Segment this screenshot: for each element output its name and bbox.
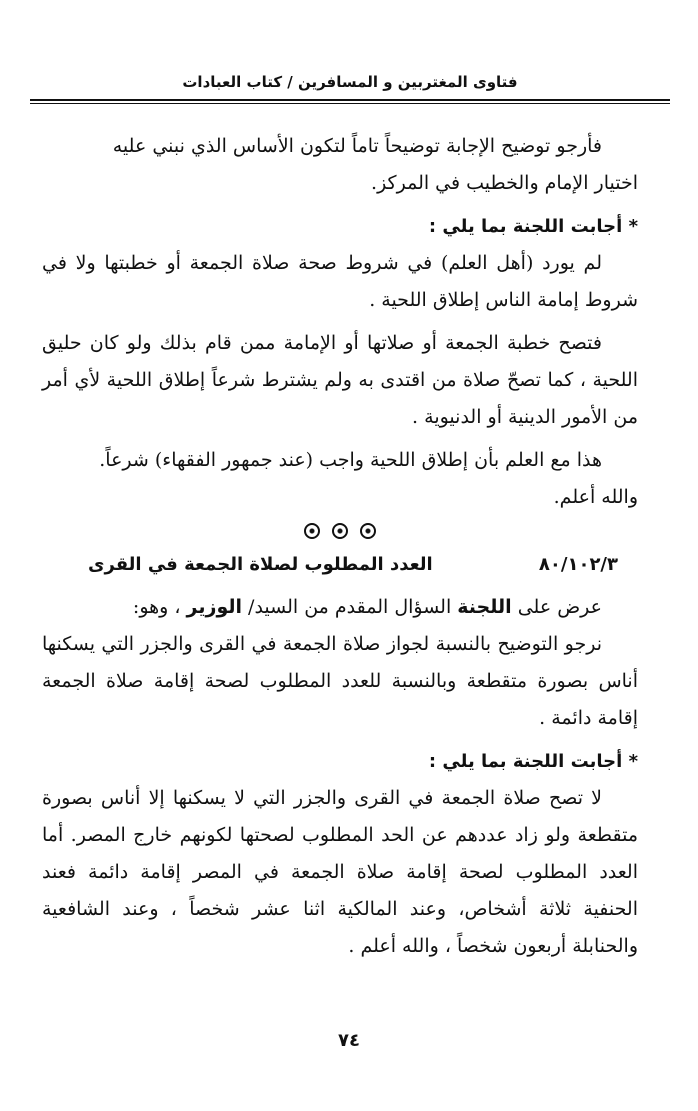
question-2-intro-pre: عرض على [511, 596, 602, 618]
committee-name: اللجنة [457, 596, 512, 618]
question-1-line-2: اختيار الإمام والخطيب في المركز. [371, 172, 638, 194]
section-divider-ornament [42, 516, 638, 546]
question-2-intro [42, 589, 638, 626]
answer-1-paragraph-2: فتصح خطبة الجمعة أو صلاتها أو الإمامة ممن قام بذلك ولو كان حليق اللحية ، كما تصحّ صلاة من اقتدى به ولم يشترط شرعاً إطلاق اللحية لأي أمر من الأمور الدينية أو الدنيوية . [42, 332, 638, 428]
answer-1-closing: والله أعلم. [553, 486, 638, 508]
running-header: فتاوى المغتربين و المسافرين / كتاب العبادات [182, 73, 518, 91]
question-2-intro-mid: السؤال المقدم من السيد/ [242, 596, 458, 618]
section-heading [42, 546, 638, 583]
ornament-icon [360, 523, 376, 539]
answer-1-paragraph-3: هذا مع العلم بأن إطلاق اللحية واجب (عند جمهور الفقهاء) شرعاً. [99, 449, 602, 471]
header-rule [30, 99, 670, 101]
section-title: العدد المطلوب لصلاة الجمعة في القرى [88, 554, 433, 575]
page-number: ٧٤ [338, 1030, 360, 1051]
section-number: ٨٠/١٠٢/٣ [538, 554, 618, 575]
answer-1-heading: * أجابت اللجنة بما يلي : [428, 216, 638, 237]
question-2-body: نرجو التوضيح بالنسبة لجواز صلاة الجمعة في القرى والجزر التي يسكنها أناس بصورة متقطعة وبالنسبة للعدد المطلوب لصحة إقامة صلاة الجمعة إقامة دائمة . [42, 633, 638, 729]
minister-title: الوزير [186, 596, 242, 618]
question-1-line-1: فأرجو توضيح الإجابة توضيحاً تاماً لتكون الأساس الذي نبني عليه [112, 135, 602, 157]
answer-1-paragraph-1: لم يورد (أهل العلم) في شروط صحة صلاة الجمعة أو خطبتها ولا في شروط إمامة الناس إطلاق اللحية . [42, 252, 638, 311]
body-text [42, 128, 638, 965]
answer-2-heading: * أجابت اللجنة بما يلي : [428, 751, 638, 772]
ornament-icon [304, 523, 320, 539]
answer-2-paragraph-1: لا تصح صلاة الجمعة في القرى والجزر التي لا يسكنها إلا أناس بصورة متقطعة ولو زاد عددهم عن الحد المطلوب لصحتها لكونهم خارج المصر. أما العدد المطلوب لصحة إقامة صلاة الجمعة في المصر إقامة دائمة فعند الحنفية ثلاثة أشخاص، وعند المالكية اثنا عشر شخصاً ، وعند الشافعية والحنابلة أربعون شخصاً ، والله أعلم . [42, 787, 638, 957]
header-rule-thin [30, 103, 670, 104]
ornament-icon [332, 523, 348, 539]
question-2-intro-post: ، وهو: [132, 596, 187, 618]
